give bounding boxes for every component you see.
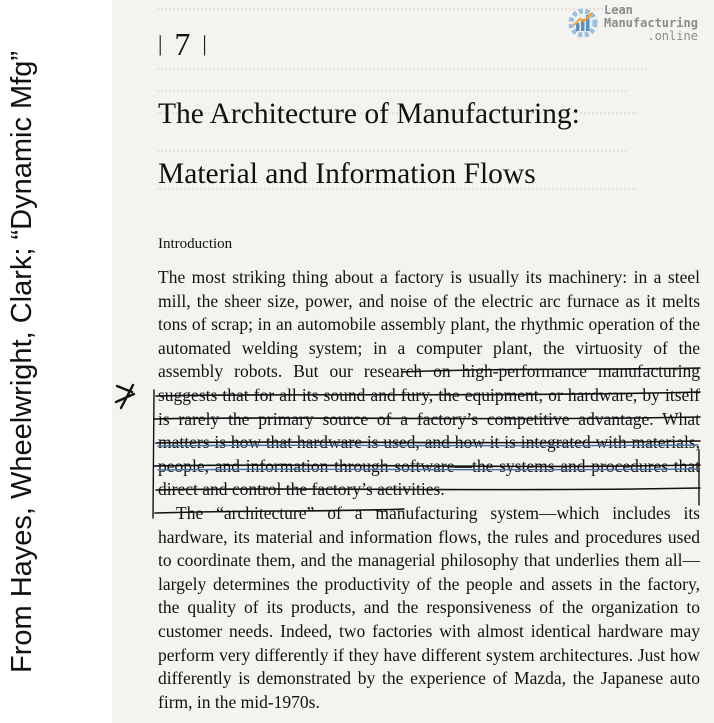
- logo-line-1: Lean: [604, 3, 633, 17]
- logo-line-2: Manufacturing: [604, 16, 698, 30]
- paragraph-1: The most striking thing about a factory is usually its machinery: in a steel mill, the sheer size, power, and noise of the electric arc furnace as it melts tons of scrap; in an automobile assembly plant, the rhythmic operation of the automated welding system; in a computer plant, the virtuosity of the assembly robots. But our research on high-performance manufacturing suggests that for all its sound and fury, the equipment, or hardware, by itself is rarely the primary source of a factory’s competitive advantage. What matters is how that hardware is used, and how it is integrated with materials, people, and information through software—the systems and procedures that direct and control the factory’s activities.: [158, 267, 700, 500]
- chapter-number: | 7 |: [158, 26, 209, 62]
- section-heading: Introduction: [158, 236, 233, 252]
- chapter-title-line-1: The Architecture of Manufacturing:: [158, 98, 580, 130]
- paragraph-2: The “architecture” of a manufacturing system—which includes its hardware, its material and information flows, the rules and procedures used to coordinate them, and the managerial philosophy that underlies them all—largely determines the productivity of the people and assets in the factory, the quality of its products, and the responsiveness of the organization to customer needs. Indeed, two factories with almost identical hardware may perform very differently if they have different system architectures. Just how differently is demonstrated by the experience of Mazda, the Japanese auto firm, in the mid-1970s.: [158, 502, 700, 712]
- logo-line-3: .online: [647, 29, 698, 43]
- lean-manufacturing-logo: [566, 4, 706, 44]
- chapter-title-line-2: Material and Information Flows: [158, 158, 536, 190]
- body-text: [158, 266, 700, 714]
- side-annotation: From Hayes, Wheelwright, Clark; “Dynamic Mfg”: [6, 51, 38, 673]
- bleed-through-line: [157, 8, 627, 20]
- logo-text: [604, 4, 698, 43]
- bleed-through-line: [157, 68, 647, 80]
- handwritten-star-icon: [113, 382, 139, 410]
- gear-chart-icon: [566, 6, 600, 40]
- chapter-title: [158, 84, 580, 204]
- chapter-number-value: 7: [174, 26, 193, 62]
